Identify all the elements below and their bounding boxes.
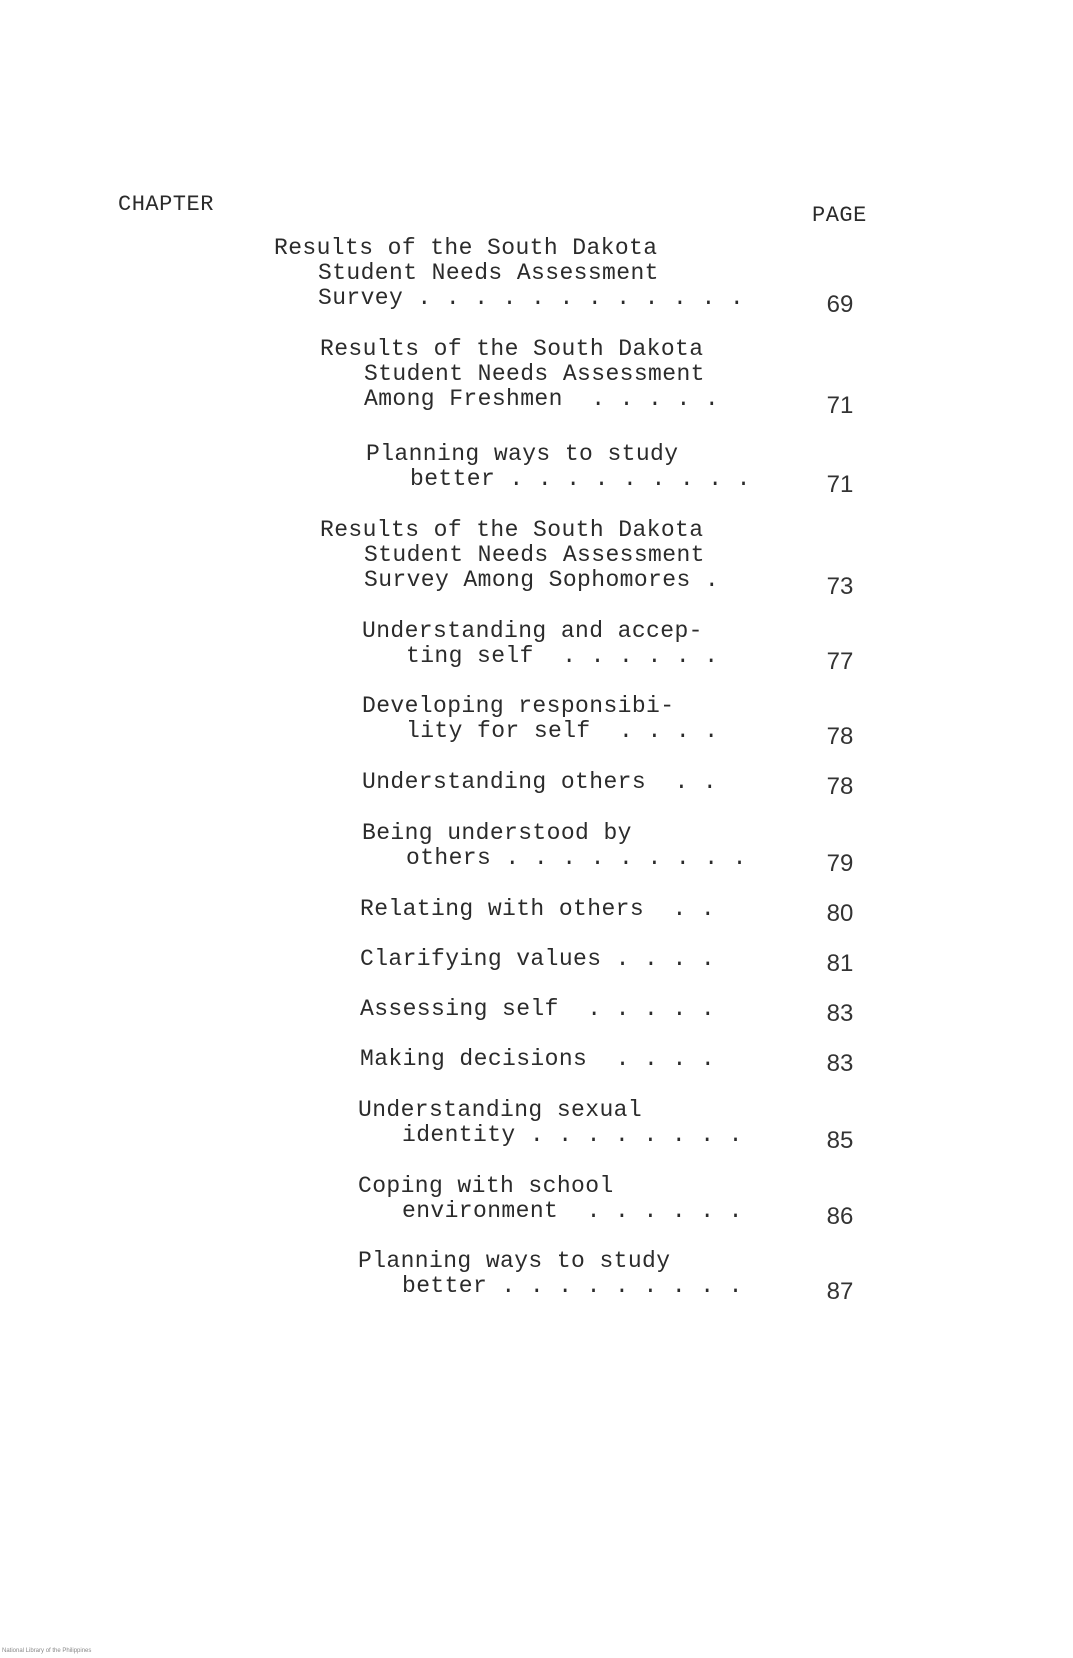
entry-line: Understanding and accep-: [362, 618, 703, 644]
entry-line: lity for self . . . .: [406, 718, 719, 744]
page-number: 69: [826, 291, 854, 318]
page-number: 81: [826, 950, 854, 977]
entry-line: Student Needs Assessment: [318, 260, 659, 286]
page-heading: PAGE: [812, 203, 867, 228]
page-number: 85: [826, 1127, 854, 1154]
page-number: 79: [826, 850, 854, 877]
entry-line: Results of the South Dakota: [274, 235, 658, 261]
entry-line: Developing responsibi-: [362, 693, 675, 719]
toc-entry: [362, 821, 747, 871]
entry-line: Survey . . . . . . . . . . . .: [318, 285, 745, 311]
toc-entry: [360, 997, 715, 1022]
page-number: 80: [826, 900, 854, 927]
toc-entry: [360, 897, 715, 922]
entry-line: Student Needs Assessment: [364, 542, 705, 568]
toc-entry: [360, 947, 715, 972]
page-number: 73: [826, 573, 854, 600]
entry-line: Planning ways to study: [366, 441, 679, 467]
entry-line: Understanding sexual: [358, 1097, 643, 1123]
entry-line: Making decisions . . . .: [360, 1046, 716, 1072]
entry-line: environment . . . . . .: [402, 1198, 743, 1224]
entry-line: identity . . . . . . . .: [402, 1122, 743, 1148]
entry-line: Relating with others . .: [360, 896, 716, 922]
toc-entry: [362, 770, 717, 795]
entry-line: Planning ways to study: [358, 1248, 671, 1274]
toc-entry: [320, 518, 719, 593]
entry-line: better . . . . . . . . .: [410, 466, 751, 492]
toc-entry: [358, 1098, 743, 1148]
toc-entry: [320, 337, 719, 412]
entry-line: ting self . . . . . .: [406, 643, 719, 669]
toc-entry: [360, 1047, 715, 1072]
entry-line: better . . . . . . . . .: [402, 1273, 743, 1299]
page-number: 78: [826, 773, 854, 800]
entry-line: Survey Among Sophomores .: [364, 567, 720, 593]
toc-entry: [362, 694, 718, 744]
entry-line: Student Needs Assessment: [364, 361, 705, 387]
entry-line: Coping with school: [358, 1173, 614, 1199]
toc-entry: [362, 619, 718, 669]
toc-entry: [358, 1174, 743, 1224]
entry-line: Clarifying values . . . .: [360, 946, 716, 972]
toc-entry: [358, 1249, 743, 1299]
entry-line: Understanding others . .: [362, 769, 718, 795]
entry-line: Assessing self . . . . .: [360, 996, 716, 1022]
toc-entry: [366, 442, 751, 492]
page-number: 87: [826, 1278, 854, 1305]
entry-line: Results of the South Dakota: [320, 336, 704, 362]
page-number: 77: [826, 648, 854, 675]
page-number: 71: [826, 392, 854, 419]
entry-line: Being understood by: [362, 820, 632, 846]
entry-line: Results of the South Dakota: [320, 517, 704, 543]
toc-entry: [274, 236, 744, 311]
entry-line: others . . . . . . . . .: [406, 845, 747, 871]
entry-line: Among Freshmen . . . . .: [364, 386, 720, 412]
page-number: 71: [826, 471, 854, 498]
page-number: 83: [826, 1000, 854, 1027]
chapter-heading: CHAPTER: [118, 192, 214, 217]
page-number: 78: [826, 723, 854, 750]
page-number: 86: [826, 1203, 854, 1230]
page-number: 83: [826, 1050, 854, 1077]
footer-watermark: National Library of the Philippines: [2, 1648, 92, 1654]
